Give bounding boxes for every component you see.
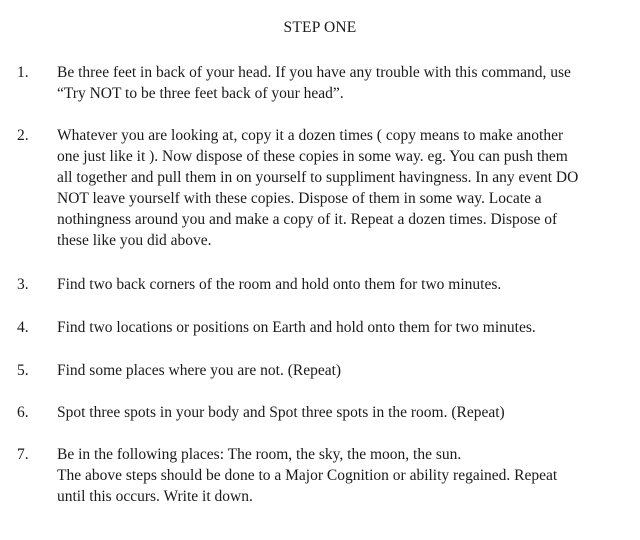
step-number: 7. — [17, 446, 29, 463]
step-number: 2. — [17, 127, 29, 144]
step-line: Spot three spots in your body and Spot three spots in the room. (Repeat) — [57, 404, 505, 421]
step-line: Whatever you are looking at, copy it a dozen times ( copy means to make another — [57, 127, 564, 144]
step-text — [57, 274, 625, 295]
step-line: Be in the following places: The room, the sky, the moon, the sun. — [57, 446, 462, 463]
step-line: “Try NOT to be three feet back of your head”. — [57, 85, 344, 102]
step-text — [57, 444, 625, 507]
step-line: Find two locations or positions on Earth and hold onto them for two minutes. — [57, 319, 536, 336]
step-text — [57, 125, 625, 251]
step-line: NOT leave yourself with these copies. Dispose of them in some way. Locate a — [57, 190, 542, 207]
step-line: one just like it ). Now dispose of these copies in some way. eg. You can push them — [57, 148, 568, 165]
step-number: 4. — [17, 319, 29, 336]
step-text — [57, 360, 625, 381]
step-number: 3. — [17, 276, 29, 293]
step-text — [57, 317, 625, 338]
step-number: 1. — [17, 64, 29, 81]
step-line: The above steps should be done to a Major Cognition or ability regained. Repeat — [57, 467, 558, 484]
step-line: these like you did above. — [57, 232, 212, 249]
step-text — [57, 62, 625, 104]
step-line: Be three feet in back of your head. If you have any trouble with this command, use — [57, 64, 571, 81]
step-line: Find some places where you are not. (Repeat) — [57, 362, 342, 379]
page-title: STEP ONE — [283, 19, 357, 36]
step-number: 5. — [17, 362, 29, 379]
step-line: Find two back corners of the room and hold onto them for two minutes. — [57, 276, 502, 293]
step-number: 6. — [17, 404, 29, 421]
step-line: nothingness around you and make a copy of it. Repeat a dozen times. Dispose of — [57, 211, 558, 228]
step-line: until this occurs. Write it down. — [57, 488, 253, 505]
step-line: all together and pull them in on yourself to suppliment havingness. In any event DO — [57, 169, 579, 186]
step-text — [57, 402, 625, 423]
